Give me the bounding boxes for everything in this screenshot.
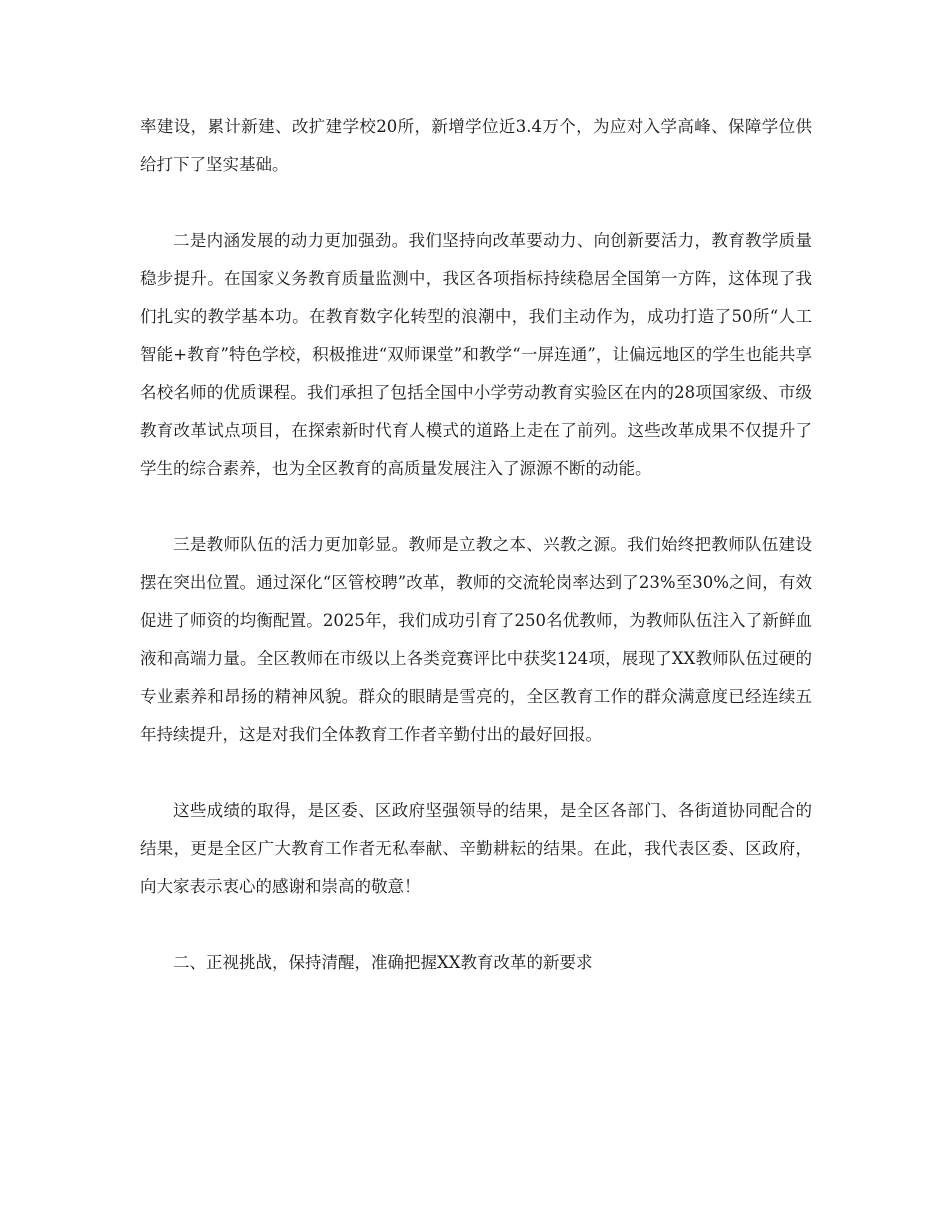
document-body <box>140 108 812 982</box>
section-heading: 二、正视挑战，保持清醒，准确把握XX教育改革的新要求 <box>173 953 593 972</box>
paragraph-continuation: 率建设，累计新建、改扩建学校20所，新增学位近3.4万个，为应对入学高峰、保障学位供给打下了坚实基础。 <box>140 117 812 174</box>
paragraph-acknowledgement: 这些成绩的取得，是区委、区政府坚强领导的结果，是全区各部门、各街道协同配合的结果，更是全区广大教育工作者无私奉献、辛勤耕耘的结果。在此，我代表区委、区政府，向大家表示衷心的感谢和崇高的敬意！ <box>140 801 812 896</box>
paragraph-internal-development: 二是内涵发展的动力更加强劲。我们坚持向改革要动力、向创新要活力，教育教学质量稳步提升。在国家义务教育质量监测中，我区各项指标持续稳居全国第一方阵，这体现了我们扎实的教学基本功。在教育数字化转型的浪潮中，我们主动作为，成功打造了50所“人工智能+教育”特色学校，积极推进“双师课堂”和教学“一屏连通”，让偏远地区的学生也能共享名校名师的优质课程。我们承担了包括全国中小学劳动教育实验区在内的28项国家级、市级教育改革试点项目，在探索新时代育人模式的道路上走在了前列。这些改革成果不仅提升了学生的综合素养，也为全区教育的高质量发展注入了源源不断的动能。 <box>140 231 812 478</box>
paragraph-teacher-team: 三是教师队伍的活力更加彰显。教师是立教之本、兴教之源。我们始终把教师队伍建设摆在突出位置。通过深化“区管校聘”改革，教师的交流轮岗率达到了23%至30%之间，有效促进了师资的均衡配置。2025年，我们成功引育了250名优教师，为教师队伍注入了新鲜血液和高端力量。全区教师在市级以上各类竞赛评比中获奖124项，展现了XX教师队伍过硬的专业素养和昂扬的精神风貌。群众的眼睛是雪亮的，全区教育工作的群众满意度已经连续五年持续提升，这是对我们全体教育工作者辛勤付出的最好回报。 <box>140 535 812 744</box>
